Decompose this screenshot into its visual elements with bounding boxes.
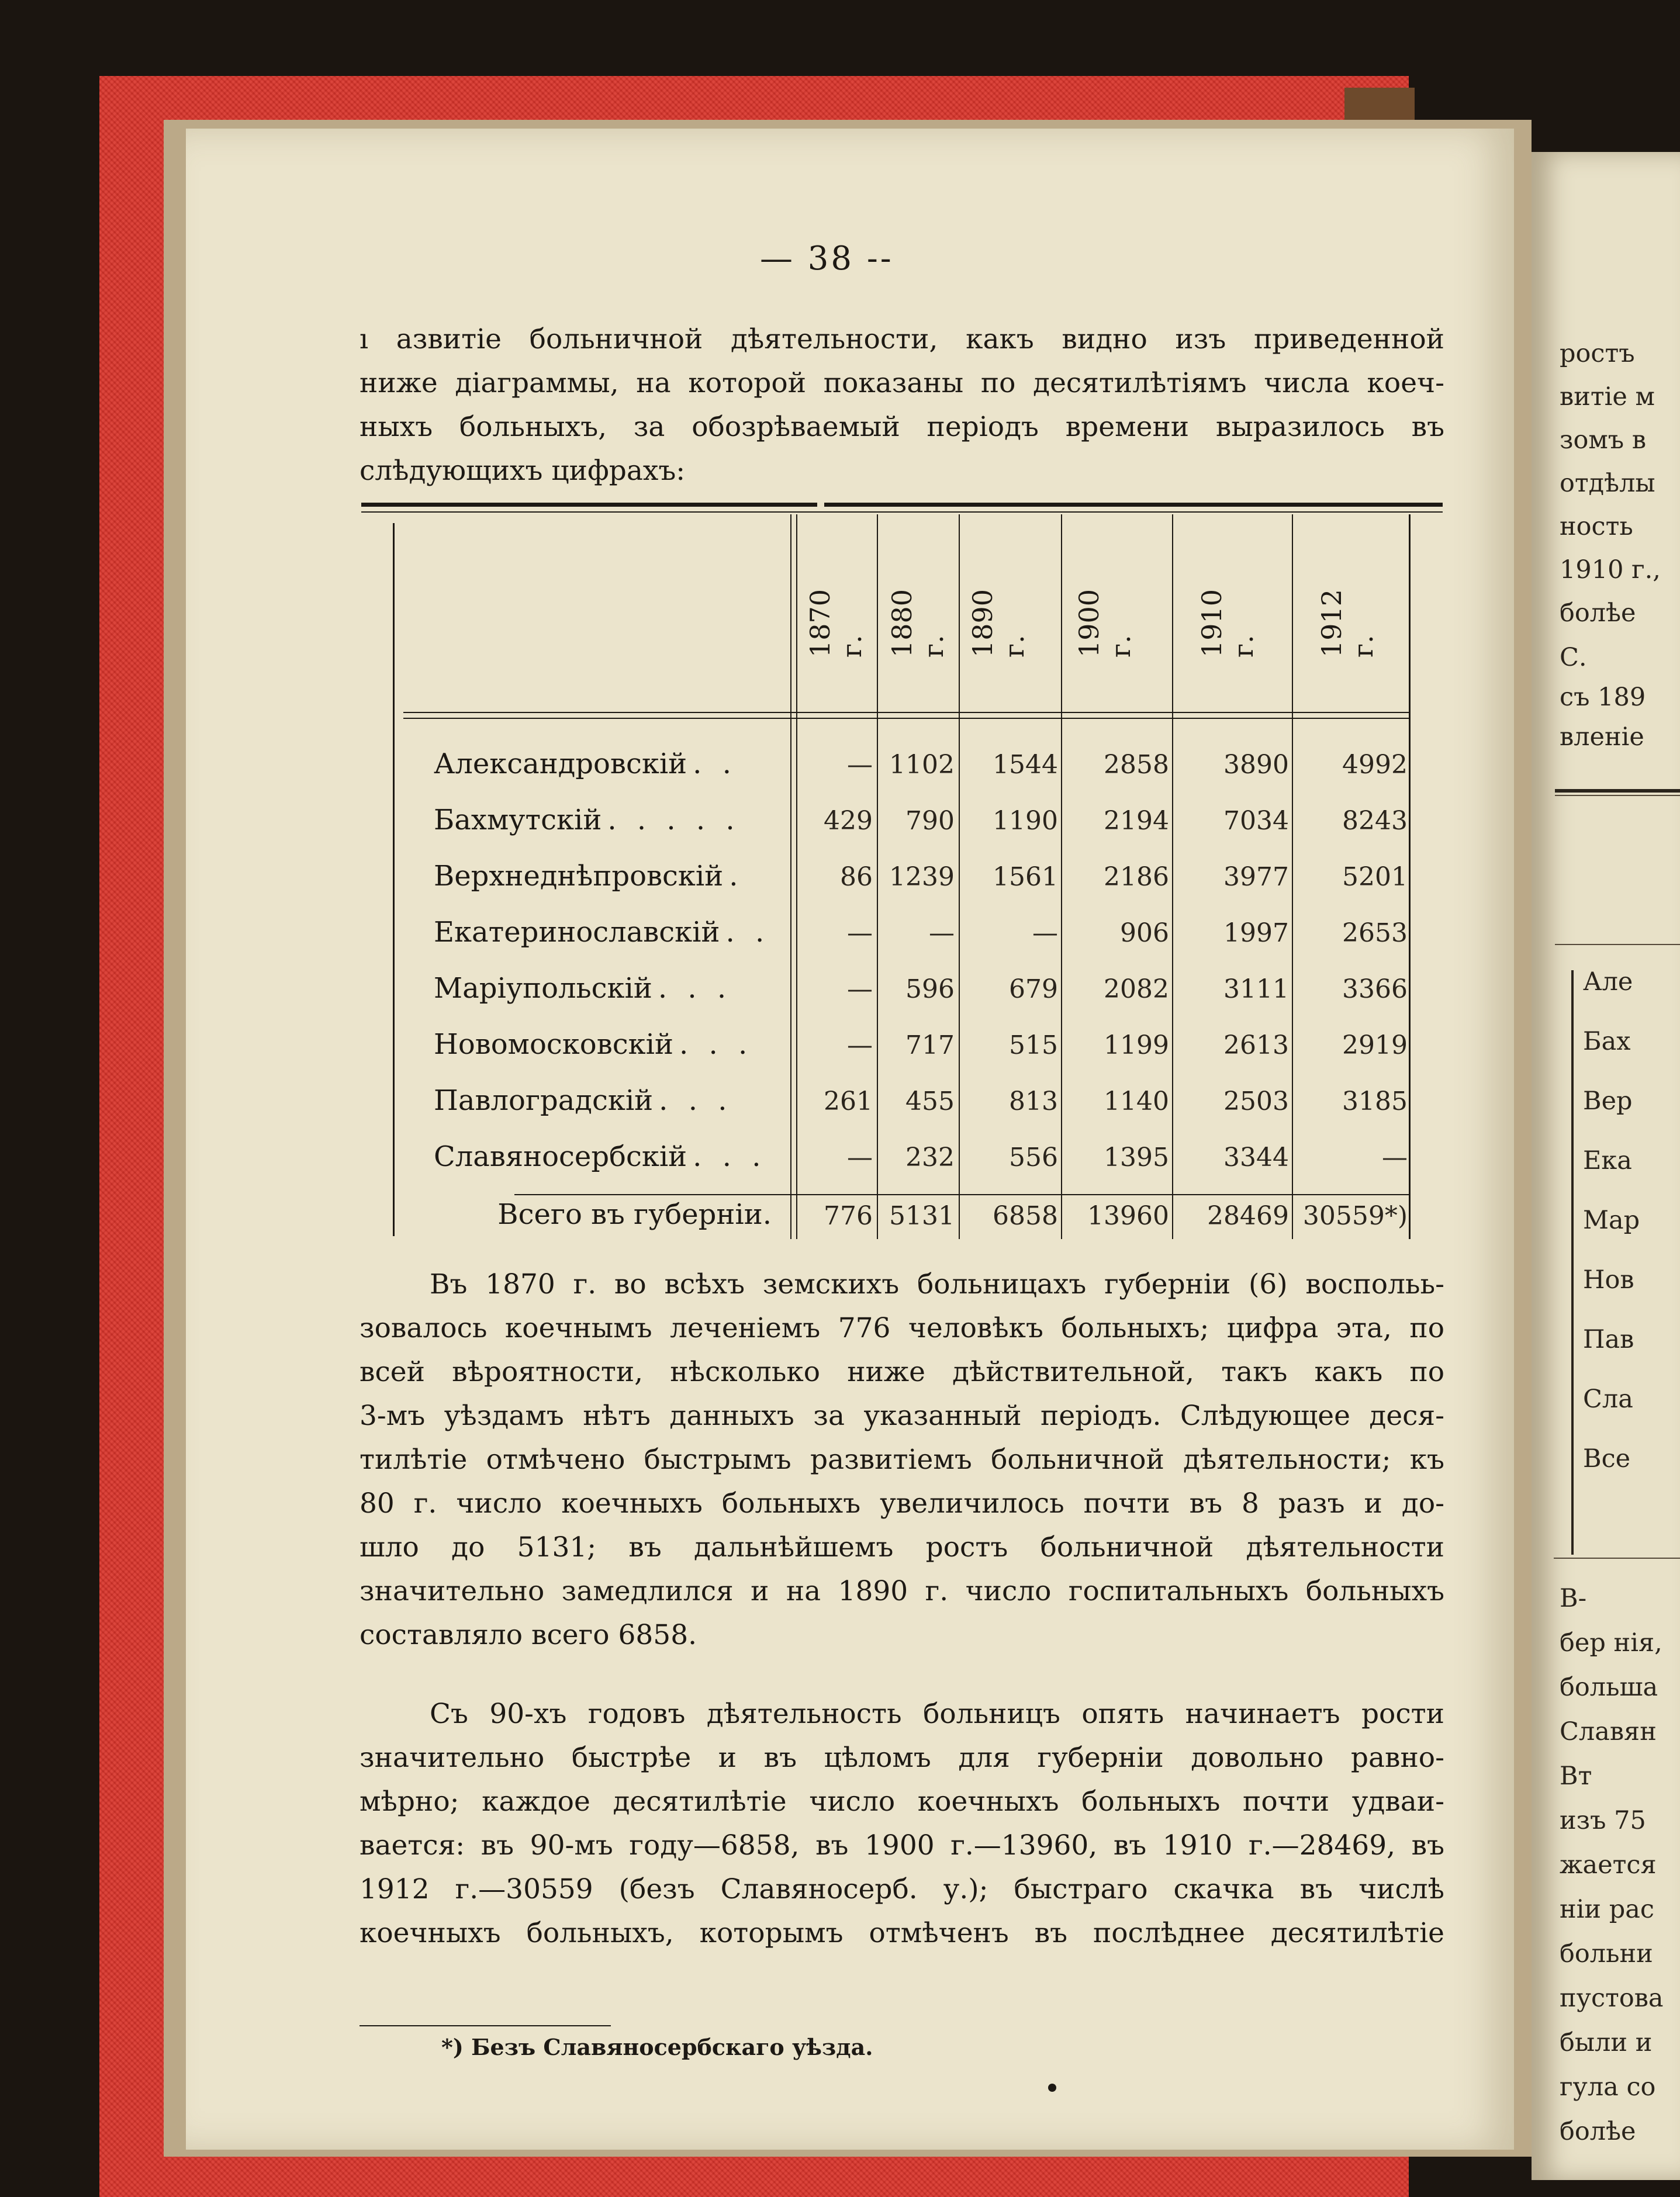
total-1900: 13960 xyxy=(1087,1201,1169,1231)
table-cell: 3344 xyxy=(1223,1143,1289,1172)
right-page-text-fragment: отдѣлы xyxy=(1560,469,1655,498)
district-row-label xyxy=(434,972,773,1005)
district-name: Маріупольскій xyxy=(434,972,652,1005)
right-table-border xyxy=(1571,970,1574,1555)
total-label: Всего въ губерніи. xyxy=(497,1198,772,1231)
district-name: Бахмутскій xyxy=(434,804,602,836)
table-cell: 3890 xyxy=(1223,750,1289,780)
table-cell: 596 xyxy=(905,974,955,1004)
table-cell: 1102 xyxy=(889,750,955,780)
table-cell: — xyxy=(847,1143,873,1172)
right-table-rule xyxy=(1555,789,1680,793)
year-header-1912: 1912 г. xyxy=(1316,589,1379,658)
table-cell: 813 xyxy=(1009,1087,1058,1116)
table-right-border xyxy=(1409,514,1411,1239)
table-cell: 7034 xyxy=(1223,806,1289,836)
text-line: значительно быстрѣе и въ цѣломъ для губерніи довольно равно- xyxy=(359,1742,1444,1774)
footnote-rule xyxy=(359,2025,611,2026)
text-line: зовалось коечнымъ леченіемъ 776 человѣкъ больныхъ; цифра эта, по xyxy=(359,1312,1444,1344)
district-name: Новомосковскій xyxy=(434,1028,673,1061)
right-page-text-fragment: болѣе xyxy=(1560,2117,1636,2146)
table-cell: 4992 xyxy=(1342,750,1408,780)
right-page-text-fragment: С. xyxy=(1560,643,1587,672)
table-cell: 429 xyxy=(824,806,873,836)
year-header-1880: 1880 г. xyxy=(886,589,949,658)
table-cell: 1239 xyxy=(889,862,955,892)
right-page-text-fragment: съ 189 xyxy=(1560,683,1646,712)
total-1870: 776 xyxy=(824,1201,873,1231)
table-top-rule-left xyxy=(361,503,817,507)
right-page-text-fragment: зомъ в xyxy=(1560,425,1647,455)
text-line: ныхъ больныхъ, за обозрѣваемый періодъ времени выразилось въ xyxy=(359,411,1444,443)
table-cell: 717 xyxy=(905,1030,955,1060)
leader-dots: . . . xyxy=(659,1084,733,1117)
table-cell: 2194 xyxy=(1104,806,1169,836)
page-number: — 38 -- xyxy=(760,240,894,278)
text-line: 80 г. число коечныхъ больныхъ увеличилось почти въ 8 разъ и до- xyxy=(359,1487,1444,1520)
right-page-text-fragment: изъ 75 xyxy=(1560,1806,1646,1835)
right-page-text-fragment: Все xyxy=(1583,1444,1631,1473)
leader-dots: . . . . . xyxy=(607,804,741,836)
year-header-1900: 1900 г. xyxy=(1073,589,1136,658)
right-page-text-fragment: Вт xyxy=(1560,1762,1592,1791)
text-line: 1912 г.—30559 (безъ Славяносерб. у.); быстраго скачка въ числѣ xyxy=(359,1873,1444,1905)
leader-dots: . xyxy=(729,860,744,892)
table-top-thin-rule xyxy=(361,511,1443,513)
text-line: всей вѣроятности, нѣсколько ниже дѣйствительной, такъ какъ по xyxy=(359,1356,1444,1388)
right-table-thin-rule xyxy=(1555,795,1680,796)
district-row-label xyxy=(434,1084,773,1117)
text-line: Съ 90-хъ годовъ дѣятельность больницъ опять начинаетъ рости xyxy=(430,1698,1444,1730)
table-cell: — xyxy=(1032,918,1058,948)
year-header-1910: 1910 г. xyxy=(1196,589,1259,658)
text-line: тилѣтіе отмѣчено быстрымъ развитіемъ больничной дѣятельности; къ xyxy=(359,1444,1444,1476)
table-cell: 455 xyxy=(905,1087,955,1116)
district-row-label xyxy=(434,916,773,949)
table-cell: 2653 xyxy=(1342,918,1408,948)
col-divider xyxy=(790,514,791,1239)
col-divider xyxy=(796,514,797,1239)
right-page-text-fragment: витіе м xyxy=(1560,382,1655,411)
text-line: вается: въ 90-мъ году—6858, въ 1900 г.—13960, въ 1910 г.—28469, въ xyxy=(359,1829,1444,1862)
district-row-label xyxy=(434,860,773,892)
right-page-text-fragment: больша xyxy=(1560,1673,1658,1702)
table-cell: 86 xyxy=(840,862,873,892)
text-line: ı азвитіе больничной дѣятельности, какъ видно изъ приведенной xyxy=(359,323,1444,355)
text-line: шло до 5131; въ дальнѣйшемъ ростъ больничной дѣятельности xyxy=(359,1531,1444,1563)
intro-paragraph xyxy=(359,317,1444,493)
right-page-text-fragment: 1910 г., xyxy=(1560,555,1661,584)
right-page-text-fragment: болѣе xyxy=(1560,598,1636,628)
right-page-text-fragment: ность xyxy=(1560,512,1633,541)
right-page-text-fragment: Пав xyxy=(1583,1325,1634,1354)
table-cell: 1395 xyxy=(1104,1143,1169,1172)
header-rule xyxy=(403,718,1409,719)
district-row-label xyxy=(434,1140,773,1173)
table-left-border xyxy=(393,523,395,1236)
leader-dots: . . xyxy=(725,916,770,949)
table-cell: 790 xyxy=(905,806,955,836)
right-table-header-rule xyxy=(1555,944,1680,945)
total-1910: 28469 xyxy=(1207,1201,1289,1231)
paragraph-1 xyxy=(359,1262,1444,1657)
text-line: составляло всего 6858. xyxy=(359,1619,697,1651)
district-name: Екатеринославскій xyxy=(434,916,720,949)
table-cell: 679 xyxy=(1009,974,1058,1004)
district-name: Верхнеднѣпровскій xyxy=(434,860,724,892)
year-header-1890: 1890 г. xyxy=(967,589,1030,658)
district-row-label xyxy=(434,1028,773,1061)
right-page-text-fragment: больни xyxy=(1560,1939,1653,1968)
right-page-text-fragment: Мар xyxy=(1583,1206,1640,1235)
header-rule xyxy=(403,712,1409,713)
leader-dots: . . . xyxy=(658,972,732,1005)
right-page-text-fragment: ростъ xyxy=(1560,339,1635,368)
right-page-text-fragment: Вер xyxy=(1583,1087,1633,1116)
right-page-text-fragment: Але xyxy=(1583,967,1633,997)
text-line: коечныхъ больныхъ, которымъ отмѣченъ въ послѣднее десятилѣтіе xyxy=(359,1917,1444,1949)
paragraph-2 xyxy=(359,1692,1444,1955)
table-cell: — xyxy=(847,974,873,1004)
district-row-label xyxy=(434,748,773,780)
right-page-text-fragment: пустова xyxy=(1560,1984,1664,2013)
table-cell: 3366 xyxy=(1342,974,1408,1004)
table-cell: 5201 xyxy=(1342,862,1408,892)
table-cell: 2503 xyxy=(1223,1087,1289,1116)
right-page-text-fragment: Бах xyxy=(1583,1027,1631,1056)
leader-dots: . . xyxy=(693,748,737,780)
right-page-text-fragment: жается xyxy=(1560,1850,1657,1880)
text-line: Въ 1870 г. во всѣхъ земскихъ больницахъ губерніи (6) воспольь- xyxy=(430,1268,1444,1300)
right-page-text-fragment: Сла xyxy=(1583,1385,1633,1414)
col-divider xyxy=(959,514,960,1239)
right-page-text-fragment: Славян xyxy=(1560,1717,1657,1746)
district-name: Славяносербскій xyxy=(434,1140,687,1173)
table-cell: — xyxy=(929,918,955,948)
col-divider xyxy=(1061,514,1062,1239)
district-name: Павлоградскій xyxy=(434,1084,654,1117)
total-1890: 6858 xyxy=(993,1201,1058,1231)
year-header-1870: 1870 г. xyxy=(804,589,867,658)
right-page-text-fragment: Ека xyxy=(1583,1146,1632,1175)
leader-dots: . . . xyxy=(679,1028,753,1061)
table-cell: 515 xyxy=(1009,1030,1058,1060)
table-cell: 1544 xyxy=(993,750,1058,780)
table-cell: — xyxy=(1382,1143,1408,1172)
table-cell: 1140 xyxy=(1104,1087,1169,1116)
district-name: Александровскій xyxy=(434,748,687,780)
table-cell: 2082 xyxy=(1104,974,1169,1004)
table-cell: 2919 xyxy=(1342,1030,1408,1060)
table-cell: 2186 xyxy=(1104,862,1169,892)
right-page-text-fragment: В- xyxy=(1560,1584,1587,1613)
text-line: слѣдующихъ цифрахъ: xyxy=(359,455,686,487)
table-cell: — xyxy=(847,750,873,780)
leader-dots: . . . xyxy=(693,1140,767,1173)
footnote: *) Безъ Славяносербскаго уѣзда. xyxy=(441,2034,873,2060)
table-cell: — xyxy=(847,918,873,948)
table-cell: 3185 xyxy=(1342,1087,1408,1116)
page-dot-mark xyxy=(1048,2084,1056,2092)
col-divider xyxy=(1172,514,1173,1239)
table-cell: 8243 xyxy=(1342,806,1408,836)
table-cell: 1997 xyxy=(1223,918,1289,948)
table-top-rule-right xyxy=(824,503,1443,507)
total-1880: 5131 xyxy=(889,1201,955,1231)
table-cell: 2613 xyxy=(1223,1030,1289,1060)
text-line: 3-мъ уѣздамъ нѣтъ данныхъ за указанный періодъ. Слѣдующее деся- xyxy=(359,1400,1444,1432)
right-page-text-fragment: вленіе xyxy=(1560,722,1644,752)
table-cell: — xyxy=(847,1030,873,1060)
table-cell: 906 xyxy=(1120,918,1169,948)
col-divider xyxy=(877,514,878,1239)
text-line: ниже діаграммы, на которой показаны по десятилѣтіямъ числа коеч- xyxy=(359,367,1444,399)
right-page-text-fragment: ніи рас xyxy=(1560,1895,1654,1924)
district-row-label xyxy=(434,804,773,836)
right-table-bottom-rule xyxy=(1554,1558,1680,1559)
right-page xyxy=(1532,152,1680,2180)
table-cell: 3111 xyxy=(1223,974,1289,1004)
right-page-text-fragment: бер нія, xyxy=(1560,1628,1662,1658)
table-cell: 1561 xyxy=(993,862,1058,892)
text-line: мѣрно; каждое десятилѣтіе число коечныхъ больныхъ почти удваи- xyxy=(359,1786,1444,1818)
table-cell: 1199 xyxy=(1104,1030,1169,1060)
right-page-text-fragment: гула со xyxy=(1560,2073,1656,2102)
text-line: значительно замедлился и на 1890 г. число госпитальныхъ больныхъ xyxy=(359,1575,1444,1607)
table-cell: 232 xyxy=(905,1143,955,1172)
table-cell: 1190 xyxy=(993,806,1058,836)
table-cell: 556 xyxy=(1009,1143,1058,1172)
total-rule xyxy=(514,1194,1409,1195)
right-page-text-fragment: были и xyxy=(1560,2028,1653,2057)
table-cell: 261 xyxy=(824,1087,873,1116)
table-cell: 2858 xyxy=(1104,750,1169,780)
table-cell: 3977 xyxy=(1223,862,1289,892)
right-page-text-fragment: Нов xyxy=(1583,1265,1634,1295)
total-1912: 30559*) xyxy=(1302,1201,1408,1231)
